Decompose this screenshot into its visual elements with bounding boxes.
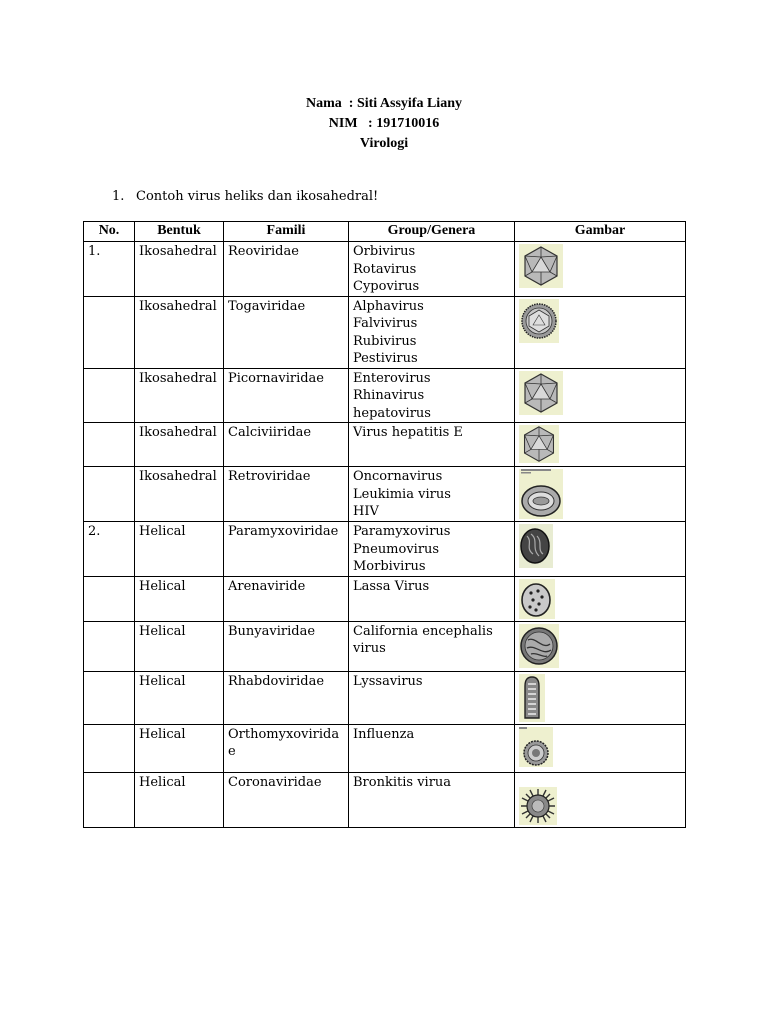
icosahedral-virus-icon bbox=[519, 425, 559, 463]
paramyxovirus-icon bbox=[519, 524, 553, 568]
table-row bbox=[84, 467, 686, 522]
row-image bbox=[515, 242, 686, 297]
virus-table bbox=[83, 221, 686, 828]
row-image bbox=[515, 522, 686, 577]
row-image bbox=[515, 671, 686, 724]
row-number bbox=[84, 467, 135, 522]
row-bentuk: Ikosahedral bbox=[135, 296, 224, 368]
row-famili: Arenaviride bbox=[224, 576, 349, 621]
row-genera bbox=[349, 467, 515, 522]
bunyavirus-icon bbox=[519, 624, 559, 668]
genus: Lassa Virus bbox=[353, 578, 430, 594]
genus: California encephalis virus bbox=[353, 623, 493, 656]
table-row bbox=[84, 242, 686, 297]
row-number bbox=[84, 296, 135, 368]
retrovirus-icon bbox=[519, 469, 563, 519]
header-genera: Group/Genera bbox=[349, 222, 515, 242]
orthomyxovirus-icon bbox=[519, 727, 553, 767]
row-number bbox=[84, 423, 135, 467]
genus: Rotavirus bbox=[353, 261, 417, 277]
row-number bbox=[84, 576, 135, 621]
row-famili: Calciviiridae bbox=[224, 423, 349, 467]
row-famili: Paramyxoviridae bbox=[224, 522, 349, 577]
row-number bbox=[84, 772, 135, 827]
row-genera bbox=[349, 296, 515, 368]
subject-title: Virologi bbox=[359, 136, 409, 151]
genus: Rubivirus bbox=[353, 333, 417, 349]
genus: Falvivirus bbox=[353, 316, 418, 331]
table-row bbox=[84, 772, 686, 827]
genus: Orbivirus bbox=[353, 244, 416, 259]
arenavirus-icon bbox=[519, 579, 555, 619]
genus: Cypovirus bbox=[353, 279, 420, 294]
row-genera bbox=[349, 621, 515, 671]
row-famili: Orthomyxovirida e bbox=[224, 724, 349, 772]
genus: Bronkitis virua bbox=[353, 774, 452, 790]
table-row bbox=[84, 621, 686, 671]
genus: Virus hepatitis E bbox=[353, 425, 463, 440]
header-famili: Famili bbox=[224, 222, 349, 242]
table-row bbox=[84, 296, 686, 368]
row-genera bbox=[349, 772, 515, 827]
genus: Oncornavirus bbox=[353, 469, 443, 484]
question-text: Contoh virus heliks dan ikosahedral! bbox=[136, 189, 379, 204]
row-bentuk: Ikosahedral bbox=[135, 368, 224, 423]
row-bentuk: Helical bbox=[135, 772, 224, 827]
row-number: 1. bbox=[84, 242, 135, 297]
row-bentuk: Helical bbox=[135, 522, 224, 577]
genus: Pneumovirus bbox=[353, 541, 440, 557]
row-bentuk: Helical bbox=[135, 724, 224, 772]
row-genera bbox=[349, 423, 515, 467]
row-famili: Togaviridae bbox=[224, 296, 349, 368]
row-genera bbox=[349, 242, 515, 297]
question-number: 1. bbox=[112, 189, 125, 204]
row-genera bbox=[349, 522, 515, 577]
student-name: Nama : Siti Assyifa Liany bbox=[306, 96, 462, 111]
genus: Morbivirus bbox=[353, 559, 426, 574]
header-bentuk: Bentuk bbox=[135, 222, 224, 242]
enveloped-icosahedral-virus-icon bbox=[519, 299, 559, 343]
row-bentuk: Ikosahedral bbox=[135, 423, 224, 467]
row-famili: Reoviridae bbox=[224, 242, 349, 297]
row-image bbox=[515, 296, 686, 368]
icosahedral-virus-icon bbox=[519, 371, 563, 415]
table-row bbox=[84, 724, 686, 772]
icosahedral-virus-icon bbox=[519, 244, 563, 288]
genus: Rhinavirus bbox=[353, 388, 425, 403]
genus: Lyssavirus bbox=[353, 673, 423, 689]
table-row bbox=[84, 368, 686, 423]
table-row bbox=[84, 423, 686, 467]
genus: HIV bbox=[353, 504, 379, 519]
row-genera bbox=[349, 671, 515, 724]
row-famili: Coronaviridae bbox=[224, 772, 349, 827]
genus: Paramyxovirus bbox=[353, 524, 451, 539]
table-row bbox=[84, 671, 686, 724]
row-number bbox=[84, 671, 135, 724]
row-image bbox=[515, 576, 686, 621]
row-number bbox=[84, 621, 135, 671]
genus: Influenza bbox=[353, 726, 415, 742]
row-bentuk: Helical bbox=[135, 671, 224, 724]
row-image bbox=[515, 724, 686, 772]
row-famili: Rhabdoviridae bbox=[224, 671, 349, 724]
row-number: 2. bbox=[84, 522, 135, 577]
genus: hepatovirus bbox=[353, 405, 431, 421]
row-number bbox=[84, 724, 135, 772]
row-genera bbox=[349, 368, 515, 423]
coronavirus-icon bbox=[519, 787, 557, 825]
table-row bbox=[84, 522, 686, 577]
row-image bbox=[515, 467, 686, 522]
row-bentuk: Helical bbox=[135, 576, 224, 621]
row-genera bbox=[349, 724, 515, 772]
document-header bbox=[0, 94, 768, 154]
row-number bbox=[84, 368, 135, 423]
genus: Enterovirus bbox=[353, 370, 431, 386]
row-bentuk: Helical bbox=[135, 621, 224, 671]
rhabdovirus-icon bbox=[519, 674, 545, 722]
row-image bbox=[515, 423, 686, 467]
row-bentuk: Ikosahedral bbox=[135, 242, 224, 297]
question-line bbox=[112, 188, 378, 206]
genus: Leukimia virus bbox=[353, 486, 451, 502]
genus: Pestivirus bbox=[353, 351, 418, 366]
table-row bbox=[84, 576, 686, 621]
table-header-row bbox=[84, 222, 686, 242]
row-image bbox=[515, 621, 686, 671]
row-famili: Retroviridae bbox=[224, 467, 349, 522]
header-gambar: Gambar bbox=[515, 222, 686, 242]
row-image bbox=[515, 772, 686, 827]
student-nim: NIM : 191710016 bbox=[328, 116, 440, 131]
genus: Alphavirus bbox=[353, 298, 424, 314]
row-image bbox=[515, 368, 686, 423]
row-famili: Picornaviridae bbox=[224, 368, 349, 423]
row-famili: Bunyaviridae bbox=[224, 621, 349, 671]
header-no: No. bbox=[84, 222, 135, 242]
row-bentuk: Ikosahedral bbox=[135, 467, 224, 522]
row-genera bbox=[349, 576, 515, 621]
